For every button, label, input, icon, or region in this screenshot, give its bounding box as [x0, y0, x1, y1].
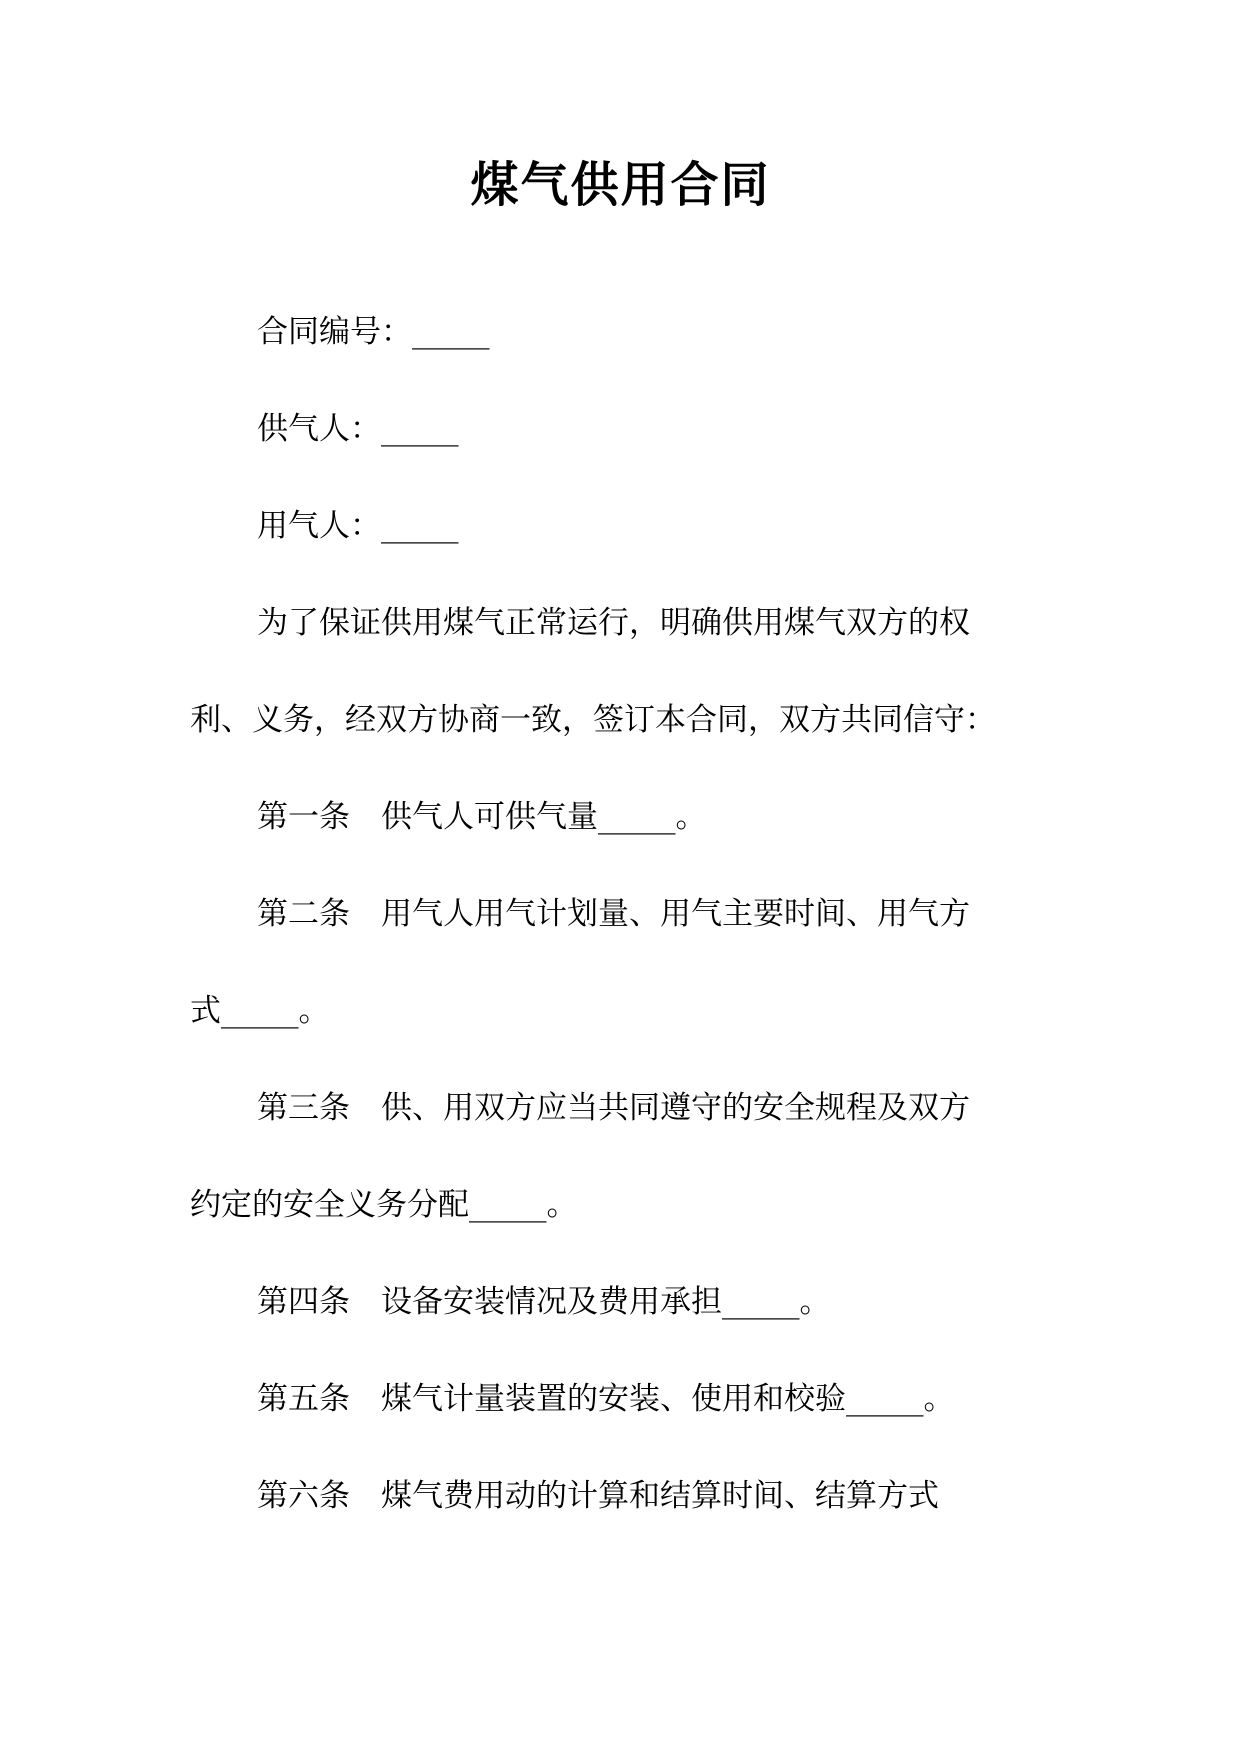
contract-number-line: 合同编号：_____ [257, 314, 490, 350]
article-6-line-1: 第六条 煤气费用动的计算和结算时间、结算方式 [257, 1478, 939, 1514]
preamble-line-1: 为了保证供用煤气正常运行，明确供用煤气双方的权 [257, 605, 970, 641]
gas-user-line: 用气人：_____ [257, 508, 459, 544]
article-5-line: 第五条 煤气计量装置的安装、使用和校验_____。 [257, 1381, 955, 1417]
gas-supplier-line: 供气人：_____ [257, 411, 459, 447]
article-2-line-1: 第二条 用气人用气计划量、用气主要时间、用气方 [257, 896, 970, 932]
article-2-line-2: 式_____。 [190, 993, 330, 1029]
article-3-line-2: 约定的安全义务分配_____。 [190, 1187, 578, 1223]
article-3-line-1: 第三条 供、用双方应当共同遵守的安全规程及双方 [257, 1090, 970, 1126]
preamble-line-2: 利、义务，经双方协商一致，签订本合同，双方共同信守： [190, 702, 996, 738]
article-1-line: 第一条 供气人可供气量_____。 [257, 799, 707, 835]
article-4-line: 第四条 设备安装情况及费用承担_____。 [257, 1284, 831, 1320]
document-title: 煤气供用合同 [470, 157, 771, 213]
